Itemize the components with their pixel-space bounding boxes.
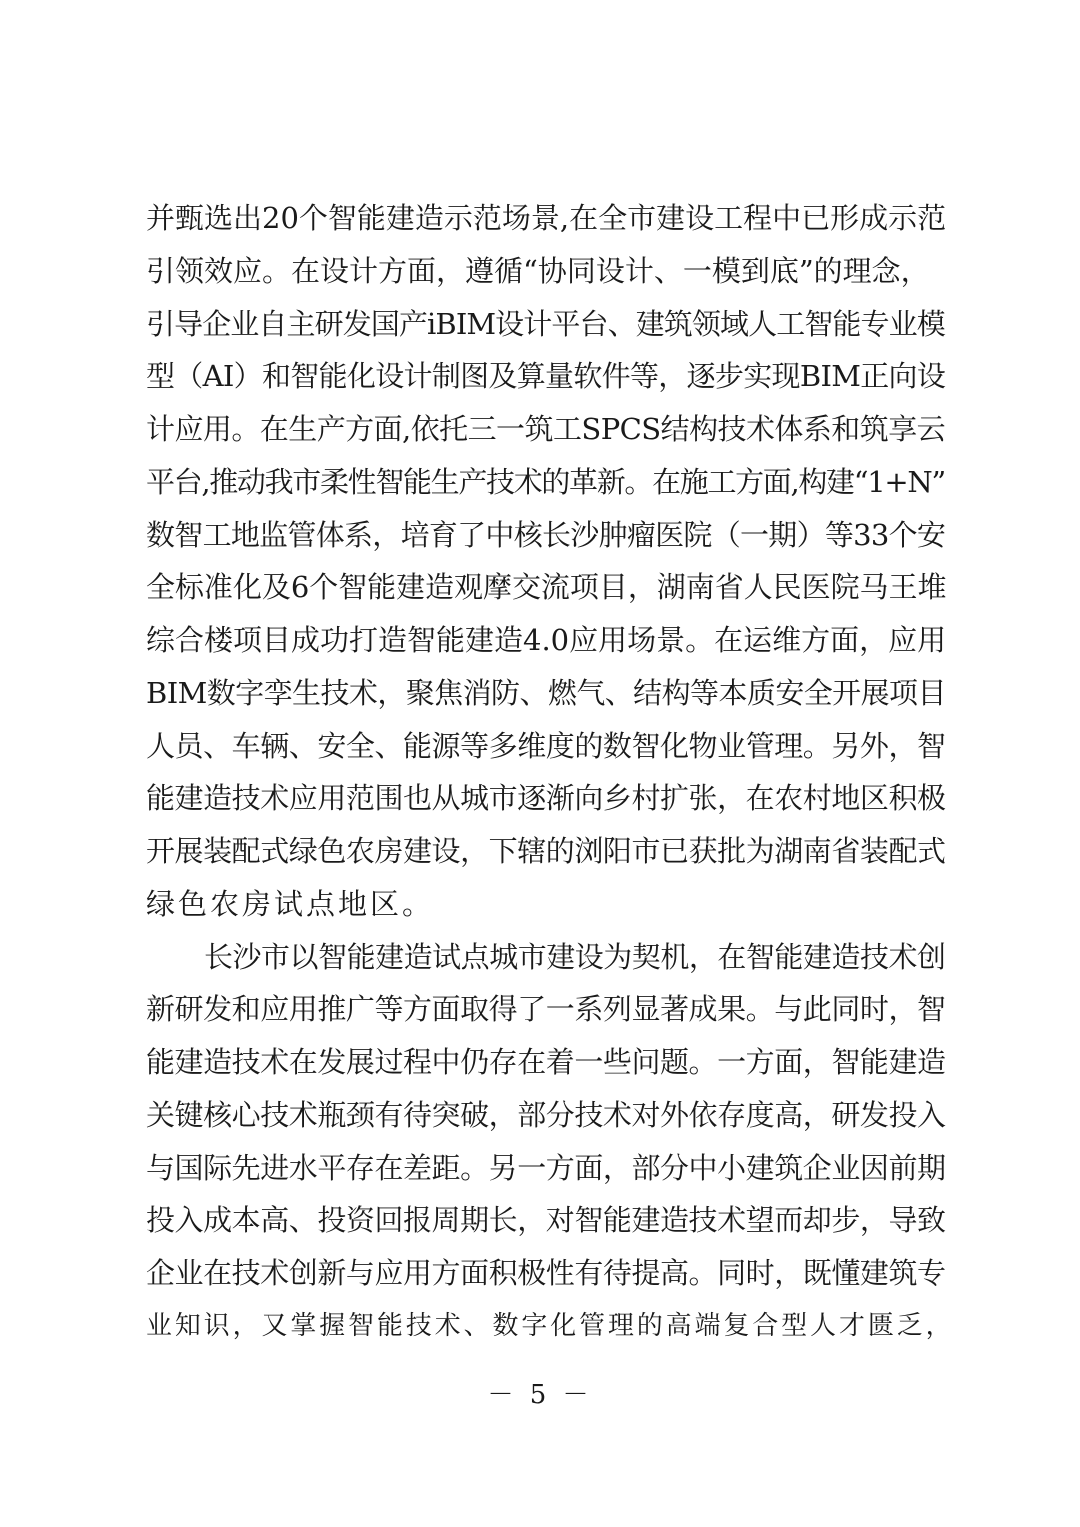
text-line: 投入成本高、投资回报周期长，对智能建造技术望而却步，导致 [146, 1203, 946, 1237]
text-line: 型（AI）和智能化设计制图及算量软件等，逐步实现BIM正向设 [146, 359, 946, 393]
text-line: 引导企业自主研发国产iBIM设计平台、建筑领域人工智能专业模 [146, 307, 945, 341]
text-line: 综合楼项目成功打造智能建造4.0应用场景。在运维方面，应用 [146, 623, 947, 657]
text-line: 与国际先进水平存在差距。另一方面，部分中小建筑企业因前期 [146, 1151, 946, 1185]
page-number: － 5 － [487, 1380, 593, 1410]
text-line: 业知识，又掌握智能技术、数字化管理的高端复合型人才匮乏， [146, 1311, 955, 1341]
text-line: 数智工地监管体系，培育了中核长沙肿瘤医院（一期）等33个安 [146, 518, 946, 552]
text-line: 绿色农房试点地区。 [146, 887, 435, 921]
text-line: 并甄选出20个智能建造示范场景,在全市建设工程中已形成示范 [146, 201, 947, 235]
text-line: 全标准化及6个智能建造观摩交流项目，湖南省人民医院马王堆 [146, 570, 947, 604]
text-line: 关键核心技术瓶颈有待突破，部分技术对外依存度高，研发投入 [146, 1098, 946, 1132]
text-line: BIM数字孪生技术，聚焦消防、燃气、结构等本质安全开展项目 [146, 676, 946, 710]
text-line: 平台,推动我市柔性智能生产技术的革新。在施工方面,构建“1+N” [146, 465, 945, 499]
text-line: 开展装配式绿色农房建设，下辖的浏阳市已获批为湖南省装配式 [146, 834, 946, 868]
text-line: 能建造技术在发展过程中仍存在着一些问题。一方面，智能建造 [146, 1045, 946, 1079]
text-line: 计应用。在生产方面,依托三一筑工SPCS结构技术体系和筑享云 [146, 412, 946, 446]
text-line: 能建造技术应用范围也从城市逐渐向乡村扩张，在农村地区积极 [146, 781, 946, 815]
text-line: 人员、车辆、安全、能源等多维度的数智化物业管理。另外，智 [146, 729, 946, 763]
text-line: 企业在技术创新与应用方面积极性有待提高。同时，既懂建筑专 [146, 1256, 946, 1290]
text-line: 新研发和应用推广等方面取得了一系列显著成果。与此同时，智 [146, 992, 946, 1026]
paragraph-first-line: 长沙市以智能建造试点城市建设为契机，在智能建造技术创 [204, 940, 946, 974]
text-line: 引领效应。在设计方面，遵循“协同设计、一模到底”的理念， [146, 254, 930, 288]
